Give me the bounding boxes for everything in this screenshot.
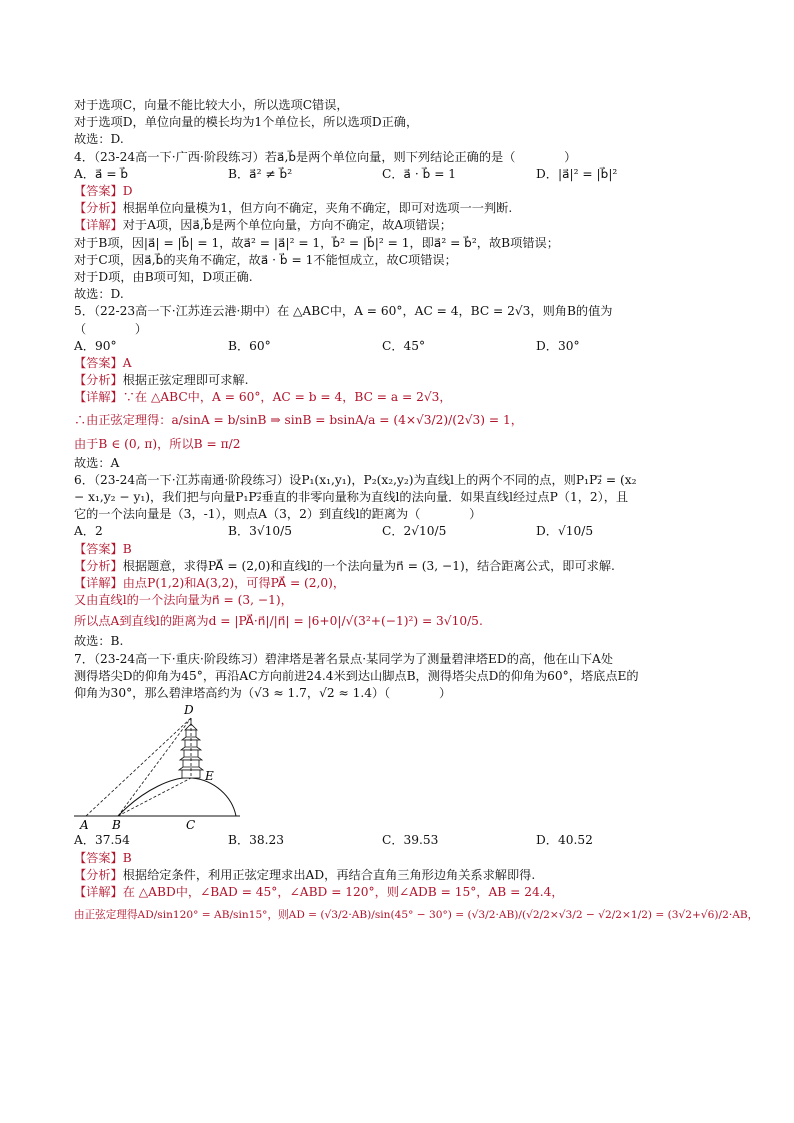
question-5-stem: 5．（22-23高一下·江苏连云港·期中）在 △ABC中，A = 60°，AC = 4，BC = 2√3，则角B的值为 [74, 304, 613, 319]
text-line: 对于选项D，单位向量的模长均为1个单位长，所以选项D正确， [74, 115, 419, 130]
analysis-text: 根据单位向量模为1，但方向不确定，夹角不确定，即可对选项一一判断. [122, 201, 513, 216]
question-6-options [74, 523, 724, 540]
text-line: 对于选项C，向量不能比较大小，所以选项C错误， [74, 98, 349, 112]
question-6-stem: 它的一个法向量是（3，-1），则点A（3，2）到直线l的距离为（ ） [74, 507, 482, 522]
detail-tag: 【详解】 [74, 390, 123, 405]
detail-tag: 【详解】 [74, 218, 123, 233]
question-7-stem: 7．（23-24高一下·重庆·阶段练习）碧津塔是著名景点·某同学为了测量碧津塔ED的高，他在山下A处 [74, 651, 614, 666]
answer-value: B [122, 541, 132, 556]
hill-outline [118, 778, 236, 816]
option-d: D．30° [536, 338, 580, 353]
detail-line: 故选：A [74, 455, 120, 470]
option-d: D．40.52 [536, 833, 593, 848]
question-5-stem: （ ） [74, 321, 148, 336]
detail-line: 所以点A到直线l的距离为d = |PA⃗·n⃗|/|n⃗| = |6+0|/√(3²+(−1)²) = 3√10/5. [74, 614, 483, 629]
analysis-tag: 【分析】 [74, 867, 123, 882]
document-page [74, 97, 759, 929]
question-6-stem: − x₁,y₂ − y₁)，我们把与向量P₁P₂⃗垂直的非零向量称为直线l的法向量．如果直线l经过点P（1，2），且 [74, 490, 629, 505]
detail-line: 对于B项，因|a⃗| = |b⃗| = 1，故a⃗² = |a⃗|² = 1，b⃗² = |b⃗|² = 1，即a⃗² = b⃗²，故B项错误； [74, 235, 559, 250]
label-c: C [186, 818, 196, 833]
detail-line: 故选：D. [74, 287, 124, 302]
label-e: E [205, 769, 214, 784]
analysis-line [74, 867, 724, 884]
detail-line: ∴由正弦定理得：a/sinA = b/sinB ⇒ sinB = bsinA/a = (4×√3/2)/(2√3) = 1， [74, 412, 523, 427]
detail-tag: 【详解】 [74, 884, 123, 899]
analysis-line [74, 200, 724, 217]
detail-line: 对于D项，由B项可知，D项正确. [74, 270, 253, 285]
detail-line: 由正弦定理得AD/sin120° = AB/sin15°，则AD = (√3/2·AB)/sin(45° − 30°) = (√3/2·AB)/(√2/2×√3/2 − √2/2×1/2) = (3√2+√6)/2·AB， [74, 909, 759, 922]
detail-line: 对于C项，因a⃗,b⃗的夹角不确定，故a⃗ · b⃗ = 1不能恒成立，故C项错误； [74, 252, 457, 267]
pagoda-figure [74, 704, 244, 832]
option-a: A．2 [74, 524, 103, 539]
option-a: A．37.54 [74, 833, 130, 848]
detail-text: 对于A项，因a⃗,b⃗是两个单位向量，方向不确定，故A项错误； [122, 218, 452, 233]
option-d: D．√10/5 [536, 524, 594, 539]
question-4-options [74, 166, 724, 183]
option-c: C．2√10/5 [382, 524, 447, 539]
answer-line [74, 850, 724, 867]
detail-line: 由于B ∈ (0, π)，所以B = π/2 [74, 436, 241, 451]
question-7-stem: 仰角为30°，那么碧津塔高约为（√3 ≈ 1.7，√2 ≈ 1.4）（ ） [74, 686, 452, 701]
answer-tag: 【答案】 [74, 541, 123, 556]
answer-tag: 【答案】 [74, 850, 123, 865]
answer-value: D [122, 184, 133, 199]
detail-line: 故选：B. [74, 634, 124, 649]
detail-text: ∵在 △ABC中，A = 60°，AC = b = 4，BC = a = 2√3， [122, 390, 452, 405]
answer-line [74, 355, 724, 372]
detail-line [74, 884, 724, 901]
detail-line [74, 217, 724, 234]
analysis-tag: 【分析】 [74, 201, 123, 216]
option-d: D．|a⃗|² = |b⃗|² [536, 166, 618, 181]
label-d: D [184, 704, 194, 718]
analysis-line [74, 372, 724, 389]
sight-lines [86, 718, 191, 816]
option-c: C．39.53 [382, 833, 439, 848]
answer-line [74, 183, 724, 200]
answer-line [74, 541, 724, 558]
detail-text: 由点P(1,2)和A(3,2)，可得PA⃗ = (2,0)， [122, 576, 346, 591]
answer-value: A [122, 356, 132, 371]
analysis-text: 根据给定条件，利用正弦定理求出AD，再结合直角三角形边角关系求解即得. [122, 867, 536, 882]
text-line: 故选：D. [74, 132, 124, 147]
analysis-text: 根据题意，求得PA⃗ = (2,0)和直线l的一个法向量为n⃗ = (3, −1)，结合距离公式，即可求解. [122, 558, 615, 573]
option-c: C．a⃗ · b⃗ = 1 [382, 166, 457, 181]
question-4-stem: 4．（23-24高一下·广西·阶段练习）若a⃗,b⃗是两个单位向量，则下列结论正确的是（ ） [74, 149, 577, 164]
detail-tag: 【详解】 [74, 576, 123, 591]
label-a: A [80, 818, 89, 833]
detail-line [74, 575, 724, 592]
detail-line: 又由直线l的一个法向量为n⃗ = (3, −1)， [74, 593, 293, 608]
analysis-tag: 【分析】 [74, 558, 123, 573]
option-b: B．38.23 [228, 833, 285, 848]
detail-line [74, 389, 724, 406]
option-c: C．45° [382, 338, 426, 353]
label-b: B [112, 818, 121, 833]
option-b: B．a⃗² ≠ b⃗² [228, 166, 293, 181]
question-7-options [74, 832, 724, 849]
question-6-stem: 6．（23-24高一下·江苏南通·阶段练习）设P₁(x₁,y₁)，P₂(x₂,y₂)为直线l上的两个不同的点，则P₁P₂⃗ = (x₂ [74, 472, 637, 487]
answer-tag: 【答案】 [74, 184, 123, 199]
detail-text: 在 △ABD中，∠BAD = 45°，∠ABD = 120°，则∠ADB = 15°，AB = 24.4， [122, 884, 564, 899]
option-a: A．90° [74, 338, 117, 353]
answer-tag: 【答案】 [74, 356, 123, 371]
question-5-options [74, 338, 724, 355]
analysis-tag: 【分析】 [74, 373, 123, 388]
answer-value: B [122, 850, 132, 865]
analysis-line [74, 558, 724, 575]
option-b: B．60° [228, 338, 271, 353]
option-b: B．3√10/5 [228, 524, 293, 539]
analysis-text: 根据正弦定理即可求解. [122, 373, 249, 388]
question-7-stem: 测得塔尖D的仰角为45°，再沿AC方向前进24.4米到达山脚点B，测得塔尖点D的仰角为60°，塔底点E的 [74, 668, 639, 683]
option-a: A．a⃗ = b⃗ [74, 166, 129, 181]
